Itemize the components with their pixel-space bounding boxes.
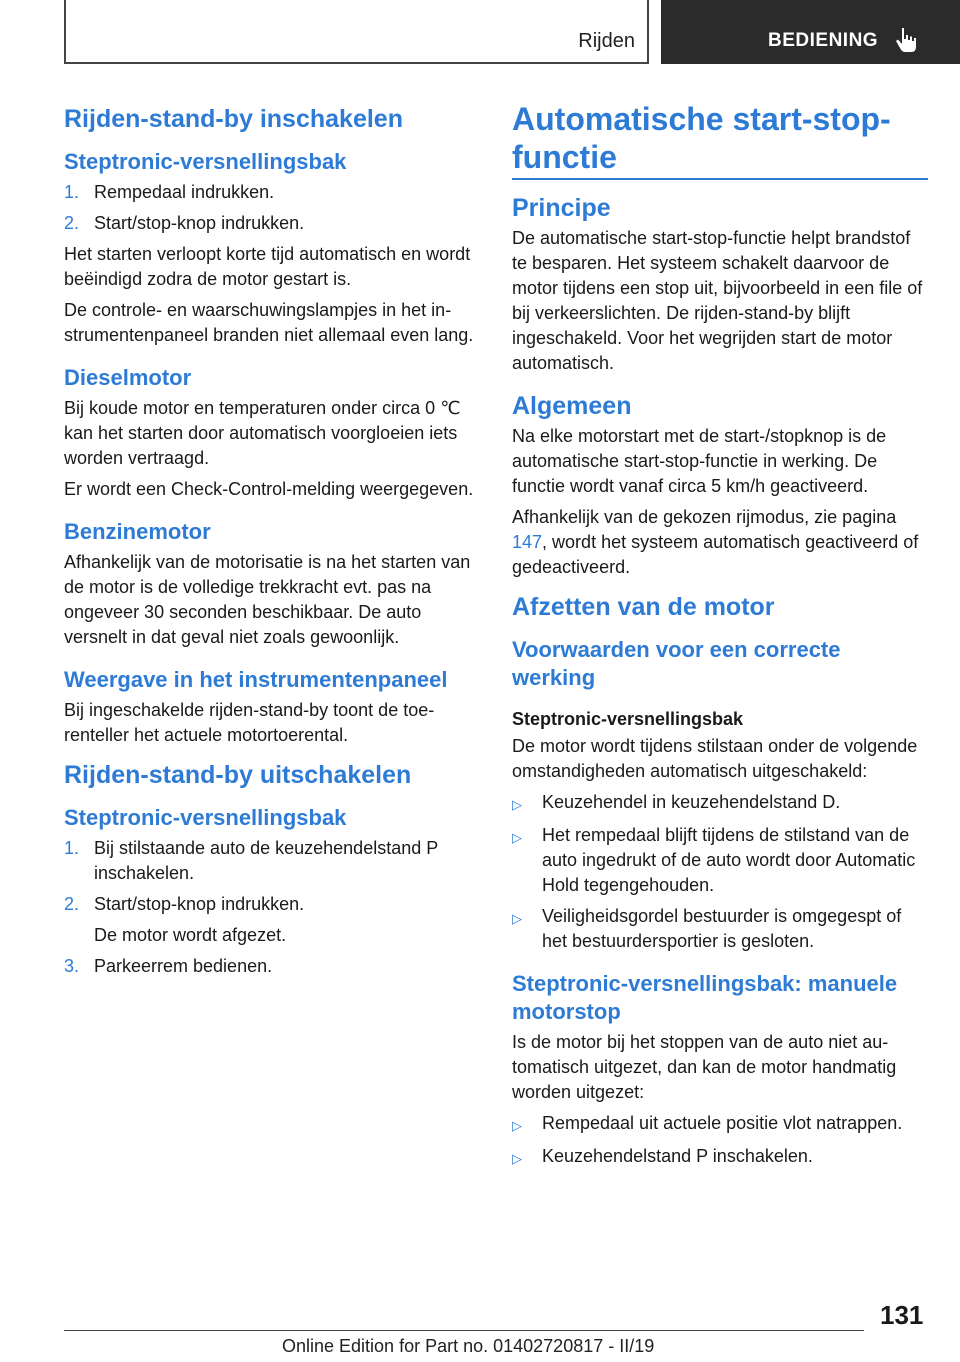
list-item <box>64 836 476 886</box>
heading-display: Weergave in het instrumentenpaneel <box>64 667 448 692</box>
triangle-bullet-icon: ▷ <box>512 1118 522 1133</box>
paragraph: Bij koude motor en temperaturen onder circa 0 ℃ kan het starten door automatisch voorgloeien iets worden vertraagd. <box>64 398 461 468</box>
heading-standby-off: Rijden-stand-by uitschakelen <box>64 761 412 789</box>
paragraph: Er wordt een Check-Control-melding weergegeven. <box>64 479 474 499</box>
list-text: Start/stop-knop indrukken. <box>94 213 305 233</box>
header-chapter-box <box>661 0 960 64</box>
paragraph: De controle- en waarschuwingslampjes in het instrumentenpaneel branden niet allemaal even lang. <box>64 300 474 345</box>
paragraph: Het starten verloopt korte tijd automatisch en wordt beëindigd zodra de motor gestart is. <box>64 244 471 289</box>
list-text: Start/stop-knop indrukken. <box>94 894 305 914</box>
list-text: Veiligheidsgordel bestuurder is omgegespt of het bestuurdersportier is gesloten. <box>542 906 902 951</box>
triangle-bullet-icon: ▷ <box>512 911 522 926</box>
right-column <box>512 100 928 1177</box>
paragraph: De motor wordt tijdens stilstaan onder de volgende omstandigheden automatisch uitgeschakeld: <box>512 736 918 781</box>
header-section-box <box>64 0 649 64</box>
list-text: Parkeerrem bedienen. <box>94 956 273 976</box>
heading-petrol: Benzinemotor <box>64 519 211 544</box>
list-item <box>64 892 476 917</box>
hand-pointer-icon <box>893 26 919 54</box>
paragraph: Na elke motorstart met de start-/stopknop is de automatische start-stop-functie in werking. De functie wordt vanaf circa 5 km/h geactiveerd. <box>512 426 887 496</box>
paragraph: Is de motor bij het stoppen van de auto niet automatisch uitgezet, dan kan de motor handmatig worden uitgezet: <box>512 1032 897 1102</box>
header-chapter-title: BEDIENING <box>768 30 879 51</box>
footer-divider <box>64 1330 864 1331</box>
paragraph-text: , wordt het systeem automatisch geactiveerd of gedeactiveerd. <box>512 532 919 577</box>
triangle-bullet-icon: ▷ <box>512 1151 522 1166</box>
triangle-bullet-icon: ▷ <box>512 797 522 812</box>
paragraph: Bij ingeschakelde rijden-stand-by toont de toerenteller het actuele motortoerental. <box>64 700 435 745</box>
subheading-steptronic-on: Steptronic-versnellingsbak <box>64 149 347 174</box>
page-reference-link[interactable]: 147 <box>512 532 543 552</box>
triangle-bullet-icon: ▷ <box>512 830 522 845</box>
list-number: 1. <box>64 182 80 202</box>
paragraph: De automatische start-stop-functie helpt brandstof te besparen. Het systeem schakelt daarvoor de motor tijdens een stop uit, bijvoorbeeld in een file of bij verkeerslichten. De rijden-stand-by blijft ingeschakeld. Voor het wegrijden start de motor automatisch. <box>512 228 923 373</box>
subheading-steptronic-off: Steptronic-versnellingsbak <box>64 805 347 830</box>
list-number: 2. <box>64 213 80 233</box>
list-text: Keuzehendel in keuzehendelstand D. <box>542 792 841 812</box>
page-title: Automatische start-stop-functie <box>512 100 928 180</box>
list-item <box>64 954 476 979</box>
heading-diesel: Dieselmotor <box>64 365 192 390</box>
list-text: Rempedaal indrukken. <box>94 182 275 202</box>
page-number: 131 <box>880 1300 924 1330</box>
list-item <box>512 904 928 954</box>
paragraph: Afhankelijk van de motorisatie is na het starten van de motor is de volledige trekkracht evt. pas na ongeveer 30 seconden beschikbaar. De auto versnelt in dat geval niet zoals gewoonlijk. <box>64 552 471 647</box>
heading-manual-stop: Steptronic-versnellingsbak: manuele motorstop <box>512 971 898 1024</box>
list-text: Keuzehendelstand P inschakelen. <box>542 1146 813 1166</box>
heading-standby-on: Rijden-stand-by inschakelen <box>64 105 403 133</box>
heading-steptronic: Steptronic-versnellingsbak <box>512 709 744 729</box>
list-item <box>512 1144 928 1171</box>
paragraph <box>512 505 928 580</box>
heading-general: Algemeen <box>512 392 632 420</box>
heading-stop-engine: Afzetten van de motor <box>512 593 775 621</box>
paragraph-text: Afhankelijk van de gekozen rijmodus, zie pagina <box>512 507 897 527</box>
list-number: 2. <box>64 894 80 914</box>
left-column <box>64 100 476 985</box>
list-text: Bij stilstaande auto de keuzehendelstand P inschakelen. <box>94 838 438 883</box>
list-item <box>512 1111 928 1138</box>
footer-edition: Online Edition for Part no. 01402720817 - II/19 <box>282 1336 655 1356</box>
list-note: De motor wordt afgezet. <box>94 925 287 945</box>
list-item <box>512 823 928 898</box>
header-section-title: Rijden <box>578 30 635 52</box>
list-number: 3. <box>64 956 80 976</box>
list-item <box>64 211 476 236</box>
heading-conditions: Voorwaarden voor een correcte werking <box>512 637 841 690</box>
list-item <box>64 180 476 205</box>
list-text: Het rempedaal blijft tijdens de stilstand van de auto ingedrukt of de auto wordt door Automatic Hold tegengehouden. <box>542 825 916 895</box>
list-text: Rempedaal uit actuele positie vlot natrappen. <box>542 1113 903 1133</box>
heading-principle: Principe <box>512 194 611 222</box>
list-item <box>512 790 928 817</box>
list-number: 1. <box>64 838 80 858</box>
